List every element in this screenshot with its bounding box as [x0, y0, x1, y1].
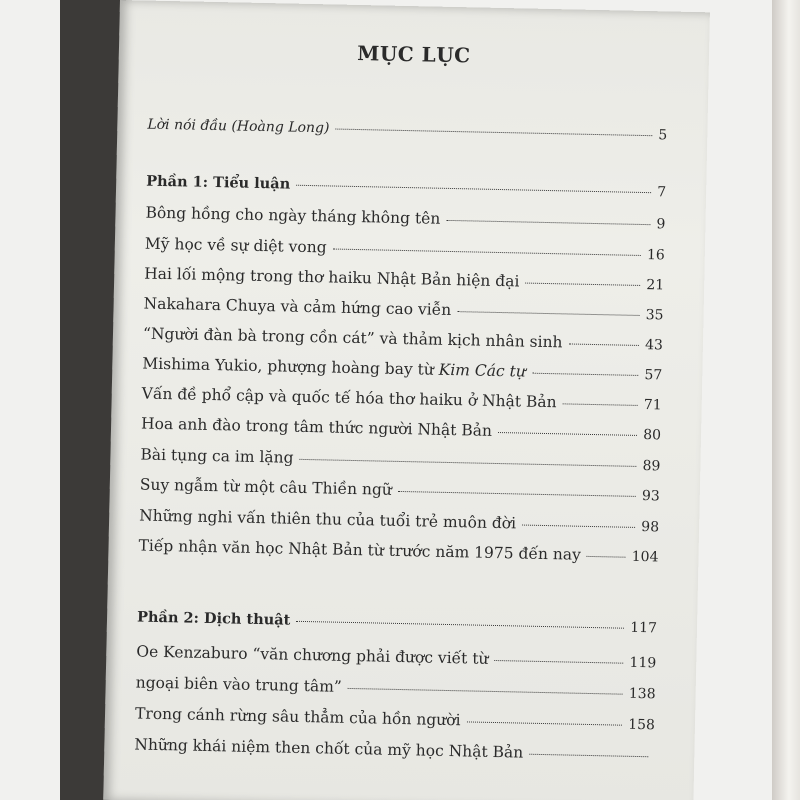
toc-page-number: 93: [641, 488, 660, 505]
toc-entry-label: Bài tụng ca im lặng: [140, 445, 294, 467]
dot-leader: [457, 311, 639, 316]
toc-entry[interactable]: [145, 235, 665, 264]
toc-page-number: 119: [629, 654, 657, 672]
toc-entry[interactable]: [143, 295, 663, 324]
toc-entry-label: Suy ngẫm từ một câu Thiền ngữ: [139, 475, 393, 499]
toc-entry[interactable]: [140, 476, 660, 505]
toc-page-number: 5: [658, 127, 668, 144]
dot-leader: [498, 432, 637, 436]
toc-entry[interactable]: [134, 735, 654, 764]
toc-entry[interactable]: [144, 265, 664, 294]
toc-page-number: 98: [641, 519, 660, 536]
toc-section-part1[interactable]: [146, 173, 666, 201]
toc-page-number: 158: [628, 716, 656, 734]
toc-page-number: 16: [646, 247, 665, 264]
dot-leader: [296, 621, 624, 629]
toc-entry[interactable]: [138, 537, 658, 566]
table-of-contents-page: [103, 0, 710, 800]
toc-entry[interactable]: [142, 355, 662, 384]
section-heading: Phần 1: Tiểu luận: [146, 172, 291, 193]
toc-entry-label: [142, 355, 526, 381]
page-stack-edge: [772, 0, 800, 800]
toc-page-number: 7: [657, 184, 667, 201]
toc-entry-preface[interactable]: [147, 117, 667, 144]
toc-entry[interactable]: [143, 325, 663, 354]
toc-entry[interactable]: [145, 204, 665, 233]
toc-page-number: 21: [646, 277, 665, 294]
dot-leader: [532, 373, 639, 376]
toc-page-number: 43: [644, 337, 664, 354]
toc-page-number: 35: [645, 307, 664, 324]
dot-leader: [300, 459, 637, 467]
dot-leader: [587, 556, 626, 558]
toc-entry[interactable]: [136, 642, 656, 671]
dot-leader: [522, 525, 635, 528]
dot-leader: [466, 721, 622, 725]
dot-leader: [446, 220, 650, 225]
dot-leader: [525, 283, 640, 286]
toc-page-number: 89: [642, 458, 661, 475]
toc-entry-label: “Người đàn bà trong cồn cát” và thảm kịch nhân sinh: [142, 324, 563, 352]
dot-leader: [333, 249, 641, 256]
toc-entry[interactable]: [135, 704, 655, 733]
toc-entry-label-text: Mishima Yukio, phượng hoàng bay từ: [142, 354, 439, 379]
toc-entry-label: Vấn đề phổ cập và quốc tế hóa thơ haiku ở Nhật Bản: [141, 384, 557, 412]
toc-page-number: 104: [631, 548, 659, 566]
dot-leader: [348, 688, 623, 695]
toc-entry-label: Hoa anh đào trong tâm thức người Nhật Bản: [140, 414, 493, 440]
dot-leader: [335, 129, 652, 137]
toc-entry[interactable]: [142, 385, 662, 414]
toc-entry-label: Mỹ học về sự diệt vong: [144, 234, 327, 257]
toc-entry-label: Những nghi vấn thiên thu của tuổi trẻ muôn đời: [139, 506, 517, 533]
toc-entry-label-italic: Kim Các tự: [438, 360, 527, 381]
toc-entry-label: ngoại biên vào trung tâm”: [135, 673, 342, 696]
toc-entry-label: Oe Kenzaburo “văn chương phải được viết từ: [136, 642, 489, 668]
toc-entry-label: Nakahara Chuya và cảm hứng cao viễn: [143, 294, 452, 320]
toc-entry[interactable]: [141, 415, 661, 444]
toc-page-number: 9: [656, 216, 666, 233]
dot-leader: [563, 403, 638, 406]
toc-entry-label: Hai lối mộng trong thơ haiku Nhật Bản hiện đại: [144, 264, 520, 291]
toc-section-part2[interactable]: [137, 608, 657, 636]
toc-page-number: 80: [643, 427, 662, 444]
toc-title: MỤC LỤC: [356, 40, 471, 68]
toc-entry[interactable]: [140, 446, 660, 475]
toc-page-number: 71: [643, 397, 662, 414]
dot-leader: [296, 185, 651, 193]
dot-leader: [568, 343, 639, 345]
section-heading: Phần 2: Dịch thuật: [136, 608, 291, 629]
dot-leader: [494, 660, 623, 664]
dot-leader: [398, 491, 636, 497]
toc-entry[interactable]: [136, 673, 656, 702]
toc-page-number: 117: [630, 619, 658, 637]
toc-entry-label: Lời nói đầu (Hoàng Long): [147, 116, 330, 137]
toc-entry-label: Trong cánh rừng sâu thẳm của hồn người: [134, 704, 461, 730]
toc-entry-label: Tiếp nhận văn học Nhật Bản từ trước năm 1975 đến nay: [138, 536, 582, 564]
toc-entry[interactable]: [139, 507, 659, 536]
toc-page-number: 57: [644, 367, 663, 384]
toc-entry-label: Những khái niệm then chốt của mỹ học Nhật Bản: [134, 735, 524, 762]
toc-entry-label: Bông hồng cho ngày tháng không tên: [145, 203, 441, 228]
dot-leader: [529, 754, 648, 757]
toc-page-number: 138: [628, 685, 656, 703]
